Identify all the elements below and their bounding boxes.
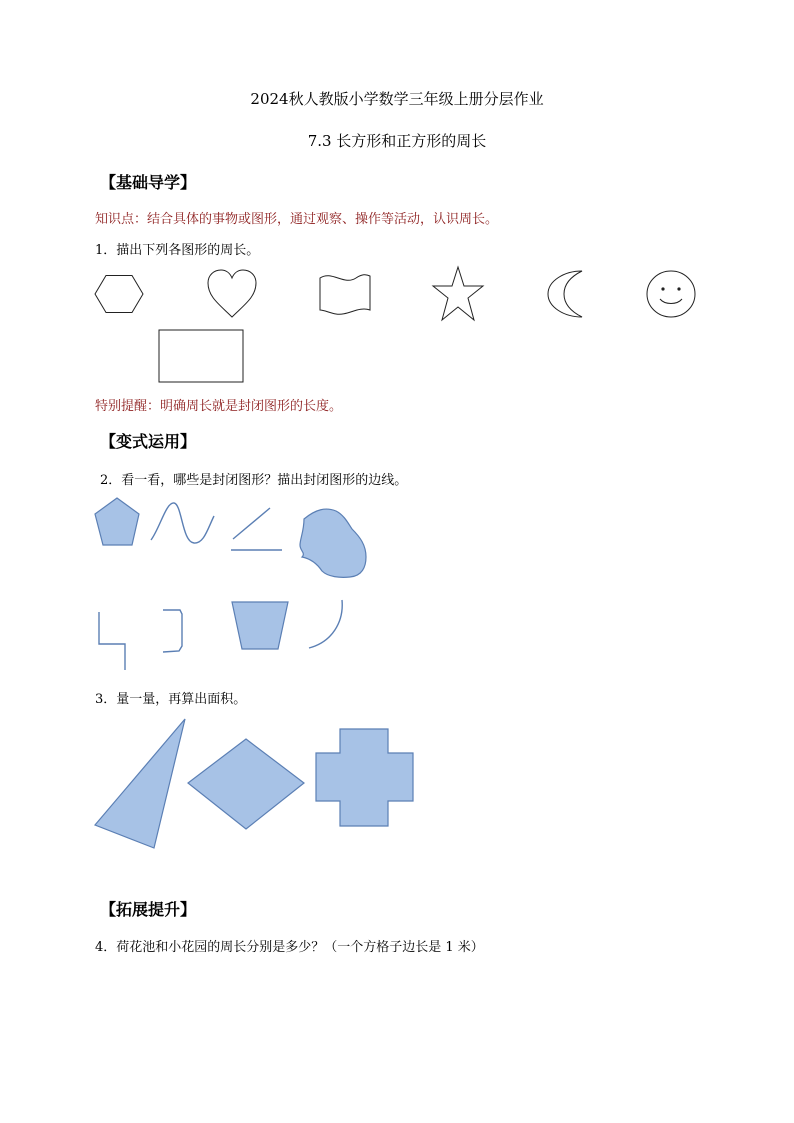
open-step-lines (94, 610, 130, 672)
irregular-blob-shape (296, 505, 370, 580)
question-1: 1．描出下列各图形的周长。 (95, 243, 260, 258)
page-subtitle: 7.3 长方形和正方形的周长 (307, 132, 487, 150)
open-arc-line (306, 598, 346, 652)
wave-flag-shape (318, 272, 372, 318)
hexagon-shape (94, 275, 144, 315)
open-angle-lines (228, 505, 284, 553)
question-4: 4．荷花池和小花园的周长分别是多少？（一个方格子边长是 1 米） (95, 940, 484, 955)
star-shape (432, 266, 484, 322)
knowledge-point: 知识点：结合具体的事物或图形，通过观察、操作等活动，认识周长。 (95, 212, 499, 227)
question-2: 2．看一看，哪些是封闭图形？描出封闭图形的边线。 (100, 473, 408, 488)
page-title: 2024秋人教版小学数学三年级上册分层作业 (250, 90, 544, 108)
section-heading-basic: 【基础导学】 (100, 173, 197, 192)
triangle-shape (92, 716, 188, 852)
sine-wave-line (148, 500, 216, 546)
smiley-face-shape (645, 269, 697, 319)
pentagon-shape (94, 497, 142, 549)
cross-shape (314, 727, 416, 829)
section-heading-variation: 【变式运用】 (100, 432, 197, 451)
question-3: 3．量一量，再算出面积。 (95, 692, 247, 707)
rectangle-shape (158, 329, 246, 385)
section-heading-extension: 【拓展提升】 (100, 900, 197, 919)
open-bracket-lines (160, 606, 186, 656)
special-reminder: 特别提醒：明确周长就是封闭图形的长度。 (95, 399, 343, 414)
trapezoid-shape (230, 600, 292, 652)
rhombus-shape (186, 737, 306, 831)
heart-shape (206, 269, 258, 319)
crescent-moon-shape (544, 269, 586, 319)
